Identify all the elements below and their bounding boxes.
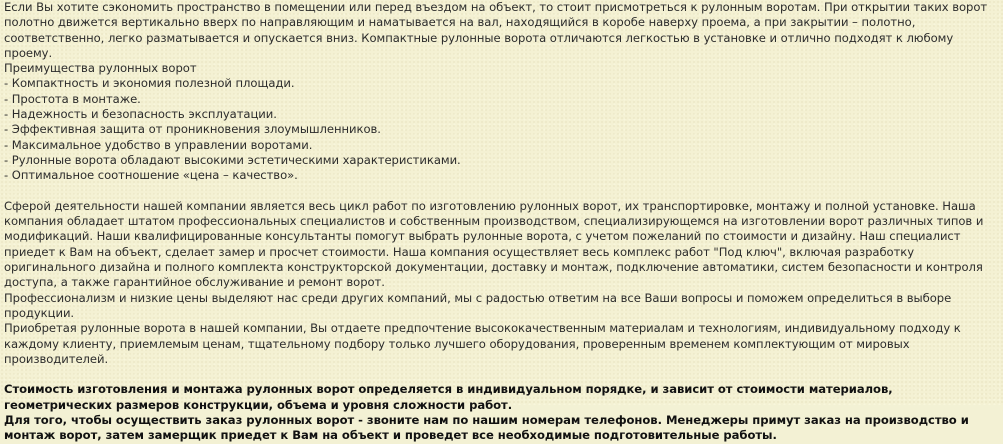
order-paragraph: Для того, чтобы осуществить заказ рулонных ворот - звоните нам по нашим номерам телефонов. Менеджеры примут заказ на производство и монтаж ворот, затем замерщик приедет к Вам на объект и проведет все необходимые подготовительные работы. [4, 413, 969, 443]
advantage-item: - Компактность и экономия полезной площади. [4, 76, 295, 91]
advantage-item: - Надежность и безопасность эксплуатации. [4, 107, 277, 122]
advantage-item: - Оптимальное соотношение «цена – качество». [4, 168, 298, 183]
advantage-item: - Простота в монтаже. [4, 91, 141, 106]
intro-paragraph: Если Вы хотите сэкономить пространство в помещении или перед въездом на объект, то стоит присмотреться к рулонным воротам. При открытии таких ворот полотно движется вертикально вверх по направляющим и наматывается на вал, находящийся в коробе наверху проема, а при закрытии – полотно, соответственно, легко разматывается и опускается вниз. Компактные рулонные ворота отличаются легкостью в установке и отлично подходят к любому проему. [4, 0, 988, 60]
prices-paragraph: Профессионализм и низкие цены выделяют нас среди других компаний, мы с радостью ответим на все Ваши вопросы и поможем определиться в выборе продукции. [4, 290, 952, 320]
paragraph-spacer [4, 367, 1000, 382]
advantage-item: - Рулонные ворота обладают высокими эстетическими характеристиками. [4, 152, 461, 167]
article-body [4, 0, 1000, 444]
cost-paragraph: Стоимость изготовления и монтажа рулонных ворот определяется в индивидуальном порядке, и зависит от стоимости материалов, геометрических размеров конструкции, объема и уровня сложности работ. [4, 382, 893, 412]
advantage-item: - Максимальное удобство в управлении воротами. [4, 137, 313, 152]
company-paragraph: Сферой деятельности нашей компании является весь цикл работ по изготовлению рулонных ворот, их транспортировке, монтажу и полной установке. Наша компания обладает штатом профессиональных специалистов и собственным производством, специализирующемся на изготовлении ворот различных типов и модификаций. Наши квалифицированные консультанты помогут выбрать рулонные ворота, с учетом пожеланий по стоимости и дизайну. Наш специалист приедет к Вам на объект, сделает замер и просчет стоимости. Наша компания осуществляет весь комплекс работ "Под ключ", включая разработку оригинального дизайна и полного комплекта конструкторской документации, доставку и монтаж, подключение автоматики, систем безопасности и контроля доступа, а также гарантийное обслуживание и ремонт ворот. [4, 198, 984, 290]
advantage-item: - Эффективная защита от проникновения злоумышленников. [4, 122, 381, 137]
advantages-list [4, 76, 1000, 183]
quality-paragraph: Приобретая рулонные ворота в нашей компании, Вы отдаете предпочтение высококачественным материалам и технологиям, индивидуальному подходу к каждому клиенту, приемлемым ценам, тщательному подбору только лучшего оборудования, проверенным временем комплектующим от мировых производителей. [4, 321, 961, 366]
advantages-heading: Преимущества рулонных ворот [4, 61, 197, 76]
paragraph-spacer [4, 184, 1000, 199]
